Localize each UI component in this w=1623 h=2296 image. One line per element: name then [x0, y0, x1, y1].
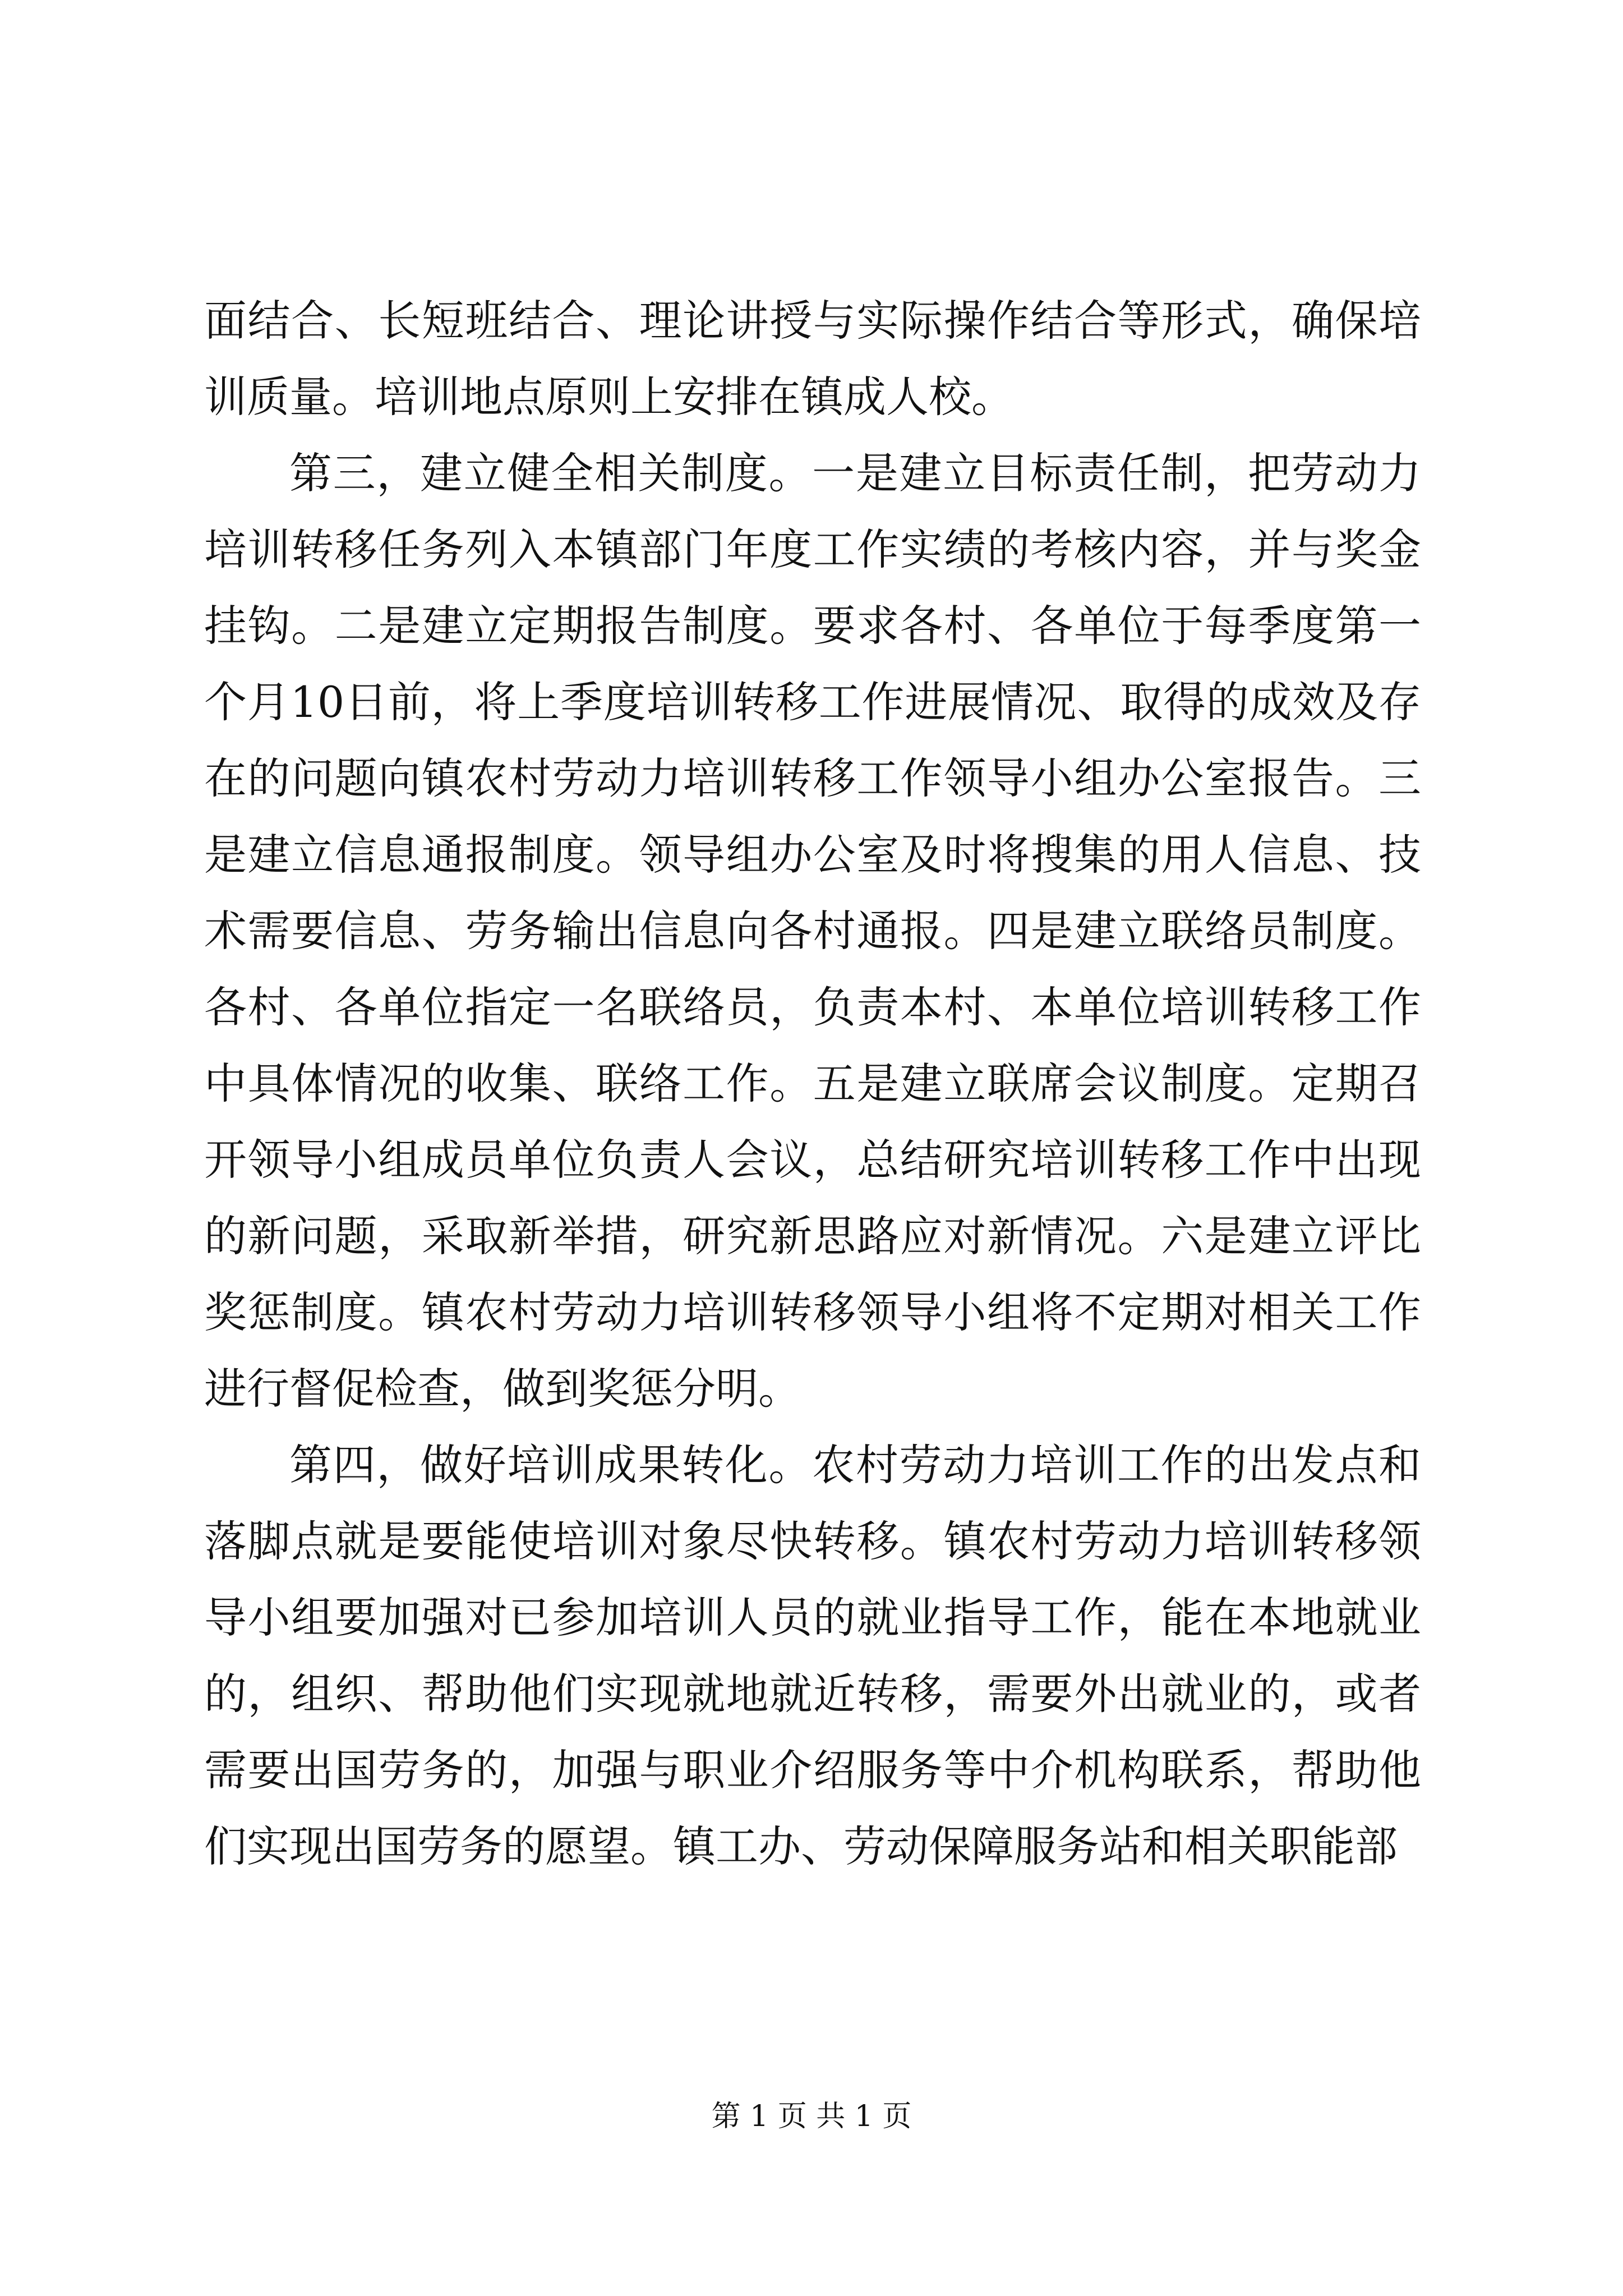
page-footer: 第 1 页 共 1 页 — [711, 2100, 912, 2133]
paragraph-continued: 面结合、长短班结合、理论讲授与实际操作结合等形式，确保培训质量。培训地点原则上安排在镇成人校。 — [204, 296, 1421, 422]
paragraph-section-three: 第三，建立健全相关制度。一是建立目标责任制，把劳动力培训转移任务列入本镇部门年度工作实绩的考核内容，并与奖金挂钩。二是建立定期报告制度。要求各村、各单位于每季度第一个月10日前，将上季度培训转移工作进展情况、取得的成效及存在的问题向镇农村劳动力培训转移工作领导小组办公室报告。三是建立信息通报制度。领导组办公室及时将搜集的用人信息、技术需要信息、劳务输出信息向各村通报。四是建立联络员制度。各村、各单位指定一名联络员，负责本村、本单位培训转移工作中具体情况的收集、联络工作。五是建立联席会议制度。定期召开领导小组成员单位负责人会议，总结研究培训转移工作中出现的新问题，采取新举措，研究新思路应对新情况。六是建立评比奖惩制度。镇农村劳动力培训转移领导小组将不定期对相关工作进行督促检查，做到奖惩分明。 — [204, 448, 1421, 1414]
document-body — [204, 283, 1421, 1885]
paragraph-section-four: 第四，做好培训成果转化。农村劳动力培训工作的出发点和落脚点就是要能使培训对象尽快转移。镇农村劳动力培训转移领导小组要加强对已参加培训人员的就业指导工作，能在本地就业的，组织、帮助他们实现就地就近转移，需要外出就业的，或者需要出国劳务的，加强与职业介绍服务等中介机构联系，帮助他们实现出国劳务的愿望。镇工办、劳动保障服务站和相关职能部 — [204, 1440, 1421, 1871]
